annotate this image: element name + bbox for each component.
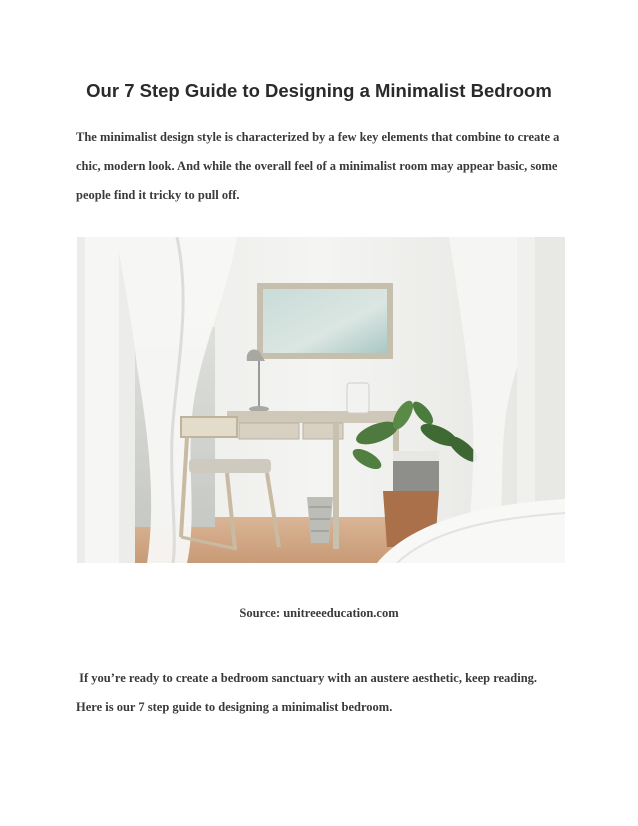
- article-title: Our 7 Step Guide to Designing a Minimalist Bedroom: [86, 80, 552, 101]
- intro-line: The minimalist design style is characterized by a few key elements that combine to create a: [76, 130, 560, 144]
- intro-line: chic, modern look. And while the overall feel of a minimalist room may appear basic, some: [76, 159, 558, 173]
- image-caption: Source: unitreeeducation.com: [239, 606, 399, 620]
- outro-paragraph: [76, 664, 576, 722]
- intro-paragraph: [76, 123, 576, 210]
- bedroom-photo: [77, 237, 565, 563]
- outro-line: If you’re ready to create a bedroom sanctuary with an austere aesthetic, keep reading.: [76, 671, 538, 685]
- intro-line: people find it tricky to pull off.: [76, 188, 240, 202]
- outro-line: Here is our 7 step guide to designing a minimalist bedroom.: [76, 700, 393, 714]
